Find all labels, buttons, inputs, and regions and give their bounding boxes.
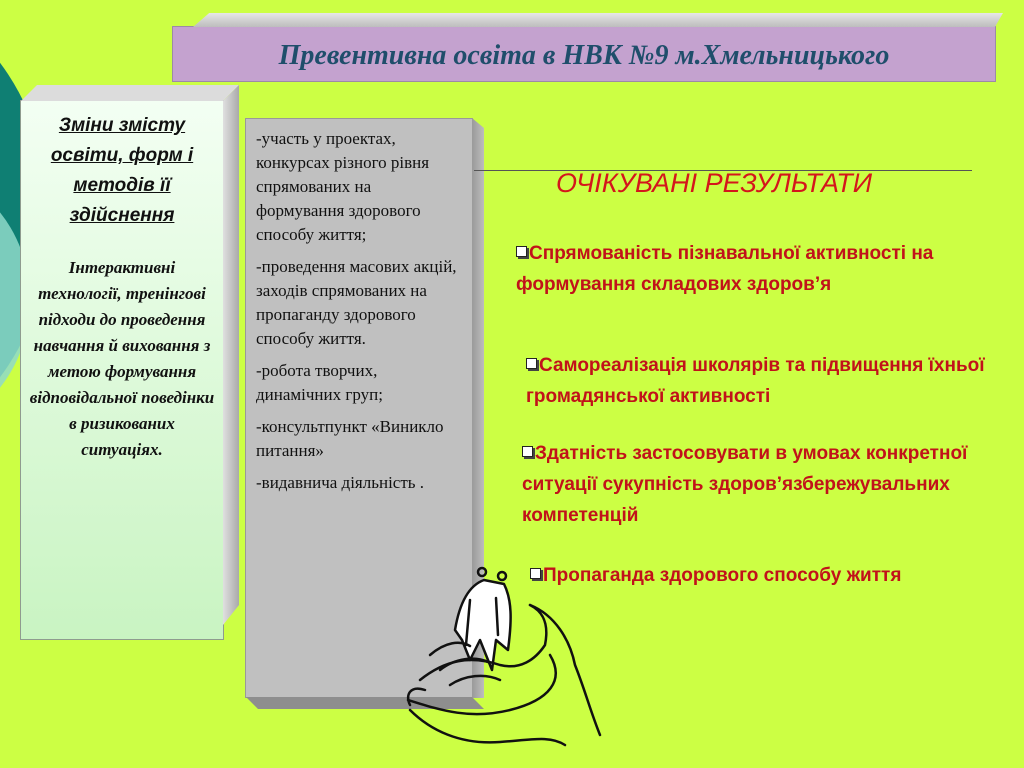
left-panel-side [223,85,239,625]
result-item [522,438,972,531]
left-panel-top [21,85,239,101]
left-panel-body: Інтерактивні технології, тренінгові підходи до проведення навчання й виховання з метою формування відповідальної поведінки в ризикованих ситуаціях. [29,258,215,459]
middle-item: -участь у проектах, конкурсах різного рівня спрямованих на формування здорового способу життя; [256,129,430,244]
middle-item: -проведення масових акцій, заходів спрямованих на пропаганду здорового способу життя. [256,257,457,348]
checkbox-bullet-icon [516,246,527,257]
middle-item: -робота творчих, динамічних груп; [256,361,383,404]
checkbox-bullet-icon [526,358,537,369]
title-box [172,26,996,82]
page-title: Превентивна освіта в НВК №9 м.Хмельницького [278,40,890,71]
result-text: Пропаганда здорового способу життя [543,565,902,586]
middle-item: -консультпункт «Виникло питання» [256,417,444,460]
results-heading: ОЧІКУВАНІ РЕЗУЛЬТАТИ [556,168,873,198]
result-item [516,238,956,300]
result-item [526,350,1016,412]
left-panel [20,100,224,640]
result-text: Спрямованість пізнавальної активності на формування складових здоров’я [516,243,934,295]
left-panel-heading: Зміни змісту освіти, форм і методів її здійснення [50,115,194,226]
title-box-top [193,13,1003,27]
checkbox-bullet-icon [522,446,533,457]
middle-item: -видавнича діяльність . [256,473,425,492]
hand-holding-people-icon [400,560,610,750]
result-text: Здатність застосовувати в умовах конкретної ситуації сукупність здоров’язбережувальних компетенцій [522,443,968,526]
result-text: Самореалізація школярів та підвищення їхньої громадянської активності [526,355,985,407]
